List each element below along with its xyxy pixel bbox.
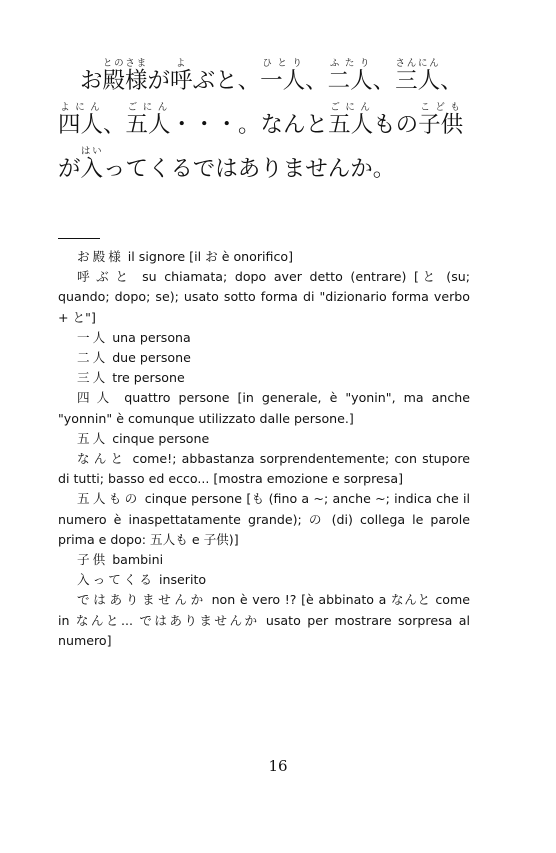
passage-line-3: が入はいってくるではありませんか。 (58, 146, 396, 182)
page-number: 16 (268, 757, 288, 775)
note-entry: 入ってくる inserito (77, 572, 207, 588)
ruby-hitori: 一人ひとり (260, 58, 306, 94)
ruby-hai: 入はい (80, 146, 104, 182)
note-entry: お殿様 il signore [il お è onorifico] (77, 249, 293, 264)
ruby-sannin: 三人さんにん (395, 58, 441, 94)
ruby-futari: 二人ふたり (327, 58, 373, 94)
note-entry: 子供 bambini (77, 552, 164, 568)
note-entry: 呼ぶと su chiamata; dopo aver detto (entrare) [と (su; quando; dopo; se); usato sotto forma di "dizionario forma verbo + と"] (58, 269, 470, 325)
note-entry: 一人 una persona (77, 329, 191, 345)
ruby-tonosama: 殿様とのさま (102, 58, 148, 94)
note-entry: 二人 due persone (77, 350, 191, 366)
note-entry: 五人もの cinque persone [も (fino a ~; anche ~; indica che il numero è inaspettatamente grande); の (di) collega le parole prima e dopo: 五人も e 子供)] (58, 491, 470, 547)
honorific-prefix: お (80, 68, 103, 94)
passage-line-2: 四人よにん、五人ごにん・・・。なんと五人ごにんもの子供こども (58, 102, 464, 138)
passage-line-1: お殿様とのさまが呼よぶと、一人ひとり、二人ふたり、三人さんにん、 (80, 58, 463, 94)
vocabulary-notes (58, 247, 470, 651)
note-entry: 五人 cinque persone (77, 430, 210, 446)
ruby-kodomo: 子供こども (418, 102, 464, 138)
note-entry: なんと come!; abbastanza sorprendentemente; con stupore di tutti; basso ed ecco... [mostra emozione e sorpresa] (58, 451, 471, 487)
ruby-gonin-2: 五人ごにん (328, 102, 374, 138)
note-entry: 四人 quattro persone [in generale, è "yonin", ma anche "yonnin" è comunque utilizzato dalle persone.] (58, 390, 470, 426)
ruby-yonin: 四人よにん (58, 102, 104, 138)
main-passage (58, 58, 478, 190)
footnote-divider (58, 238, 100, 239)
ruby-gonin: 五人ごにん (125, 102, 171, 138)
ruby-yobu: 呼よ (170, 58, 193, 94)
note-entry: ではありませんか non è vero !? [è abbinato a なんと come in なんと... ではありませんか usato per mostrare sorpresa al numero] (58, 592, 471, 648)
note-entry: 三人 tre persone (77, 370, 185, 386)
